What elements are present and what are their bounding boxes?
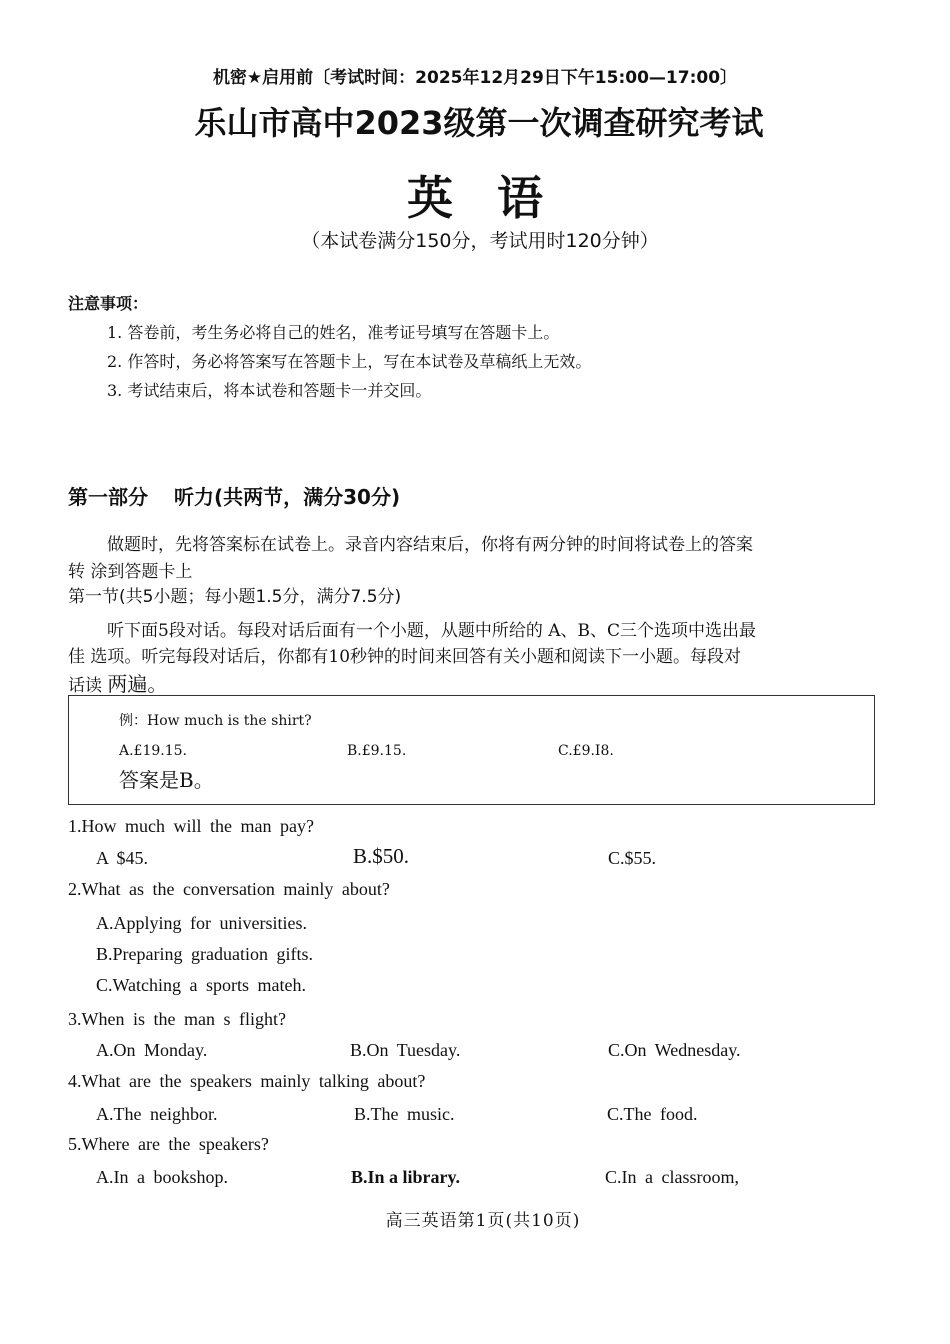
notice-item: 2. 作答时，务必将答案写在答题卡上，写在本试卷及草稿纸上无效。	[107, 352, 592, 371]
question-5-option-c: C.In a classroom,	[605, 1167, 739, 1187]
section-intro-line: 听下面5段对话。每段对话后面有一个小题，从题中所给的 A、B、C三个选项中选出最	[107, 621, 756, 641]
example-option-b: B.£9.15.	[347, 743, 407, 759]
question-2-option-c: C.Watching a sports mateh.	[96, 975, 307, 995]
subject-title: 英语	[407, 171, 587, 225]
section-intro-text: 话读	[68, 676, 108, 696]
question-4-option-b: B.The music.	[354, 1104, 455, 1124]
question-2-stem: 2.What as the conversation mainly about?	[68, 879, 390, 899]
part-intro-line: 转 涂到答题卡上	[68, 562, 193, 582]
example-question: 例：How much is the shirt?	[119, 713, 312, 729]
question-3-option-b: B.On Tuesday.	[350, 1040, 461, 1060]
notice-item: 1. 答卷前，考生务必将自己的姓名，准考证号填写在答题卡上。	[107, 323, 560, 342]
part-number: 第一部分	[68, 485, 148, 509]
exam-title: 乐山市高中2023级第一次调查研究考试	[194, 104, 764, 142]
question-4-option-a: A.The neighbor.	[96, 1104, 218, 1124]
part-heading	[68, 481, 400, 510]
page-footer: 高三英语第1页(共10页)	[385, 1211, 581, 1231]
example-answer: 答案是B。	[119, 768, 214, 792]
question-2-option-b: B.Preparing graduation gifts.	[96, 944, 313, 964]
example-box	[68, 695, 875, 805]
question-5-stem: 5.Where are the speakers?	[68, 1134, 269, 1154]
question-5-option-a: A.In a bookshop.	[96, 1167, 228, 1187]
score-note: （本试卷满分150分，考试用时120分钟）	[301, 230, 659, 252]
question-3-option-c: C.On Wednesday.	[608, 1040, 741, 1060]
question-1-stem: 1.How much will the man pay?	[68, 816, 314, 836]
question-5-option-b: B.In a library.	[351, 1167, 461, 1187]
section-intro-line: 佳 选项。听完每段对话后，你都有10秒钟的时间来回答有关小题和阅读下一小题。每段对	[68, 647, 742, 667]
notice-item: 3. 考试结束后，将本试卷和答题卡一并交回。	[107, 381, 432, 400]
confidential-line: 机密★启用前〔考试时间：2025年12月29日下午15:00—17:00〕	[212, 68, 738, 88]
example-option-a: A.£19.15.	[119, 743, 187, 759]
question-4-option-c: C.The food.	[607, 1104, 698, 1124]
section-intro-line	[68, 668, 167, 697]
notice-heading: 注意事项：	[68, 294, 149, 313]
part-title: 听力(共两节，满分30分)	[174, 485, 401, 509]
question-3-stem: 3.When is the man s flight?	[68, 1009, 286, 1029]
question-3-option-a: A.On Monday.	[96, 1040, 208, 1060]
part-intro-line: 做题时，先将答案标在试卷上。录音内容结束后，你将有两分钟的时间将试卷上的答案	[107, 535, 753, 555]
question-1-option-b: B.$50.	[353, 844, 410, 868]
question-4-stem: 4.What are the speakers mainly talking about?	[68, 1071, 426, 1091]
question-1-option-a: A $45.	[96, 848, 149, 868]
example-option-c: C.£9.I8.	[558, 743, 614, 759]
section-heading: 第一节(共5小题；每小题1.5分，满分7.5分)	[68, 587, 402, 607]
question-1-option-c: C.$55.	[608, 848, 657, 868]
question-2-option-a: A.Applying for universities.	[96, 913, 307, 933]
section-intro-tail: 两遍。	[107, 672, 168, 696]
